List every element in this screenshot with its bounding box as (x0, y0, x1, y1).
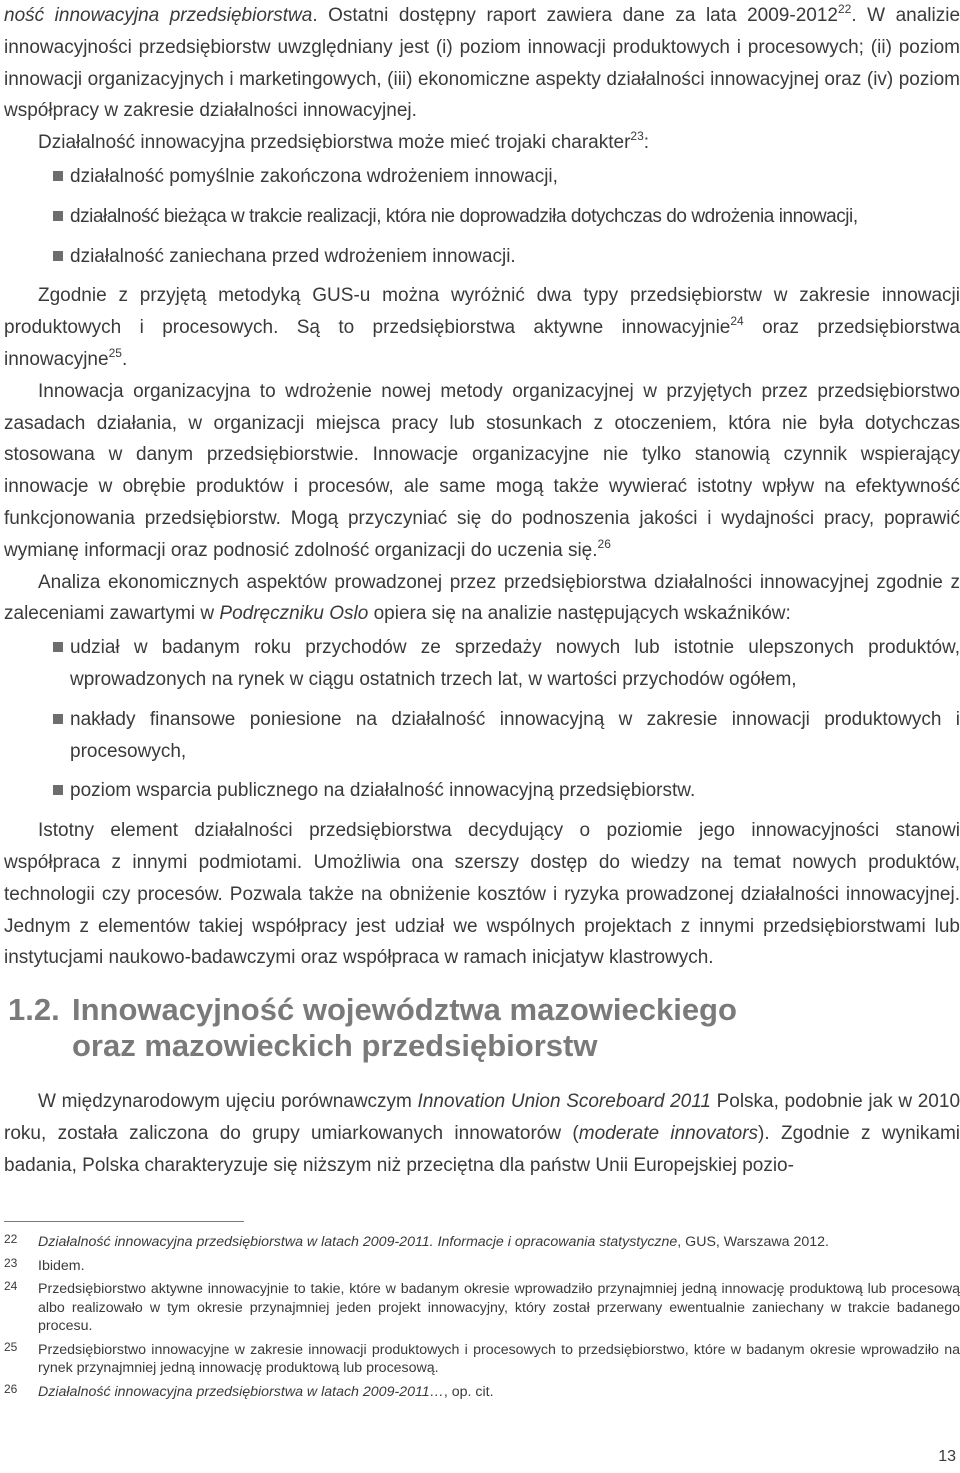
list-item: poziom wsparcia publicznego na działalność innowacyjną przedsiębiorstw. (4, 775, 960, 807)
paragraph-ius: W międzynarodowym ujęciu porównawczym Innovation Union Scoreboard 2011 Polska, podobnie jak w 2010 roku, została zaliczona do grupy umiarkowanych innowatorów (moderate innovators). Zgodnie z wynikami badania, Polska charakteryzuje się niższym niż przeciętna dla państw Unii Europejskiej pozio- (4, 1091, 960, 1176)
footnotes (4, 1233, 960, 1406)
paragraph-economic: Analiza ekonomicznych aspektów prowadzonej przez przedsiębiorstwa działalności innowacyjnej zgodnie z zaleceniami zawartymi w Podręczniku Oslo opiera się na analizie następujących wskaźników: (4, 571, 960, 625)
list-item: nakłady finansowe poniesione na działalność innowacyjną w zakresie innowacji produktowych i procesowych, (4, 704, 960, 768)
footnote-25: 25 Przedsiębiorstwo innowacyjne w zakresie innowacji produktowych i procesowych to przedsiębiorstwo, które w badanym okresie wprowadziło na rynek przynajmniej jedną innowację produktową lub procesową. (4, 1339, 960, 1376)
footnote-ref-22[interactable]: 22 (837, 2, 852, 16)
footnote-divider (4, 1221, 244, 1222)
footnote-ref-24[interactable]: 24 (730, 314, 744, 329)
footnote-26: 26 Działalność innowacyjna przedsiębiorstwa w latach 2009-2011…, op. cit. (4, 1381, 494, 1400)
paragraph-character: Działalność innowacyjna przedsiębiorstwa może mieć trojaki charakter$^{23}$: (38, 129, 650, 154)
activity-types-list (4, 161, 960, 272)
footnote-24: 24 Przedsiębiorstwo aktywne innowacyjnie to takie, które w badanym okresie wprowadziło przynajmniej jedną innowację produktową lub procesową albo realizowało w tym okresie przynajmniej jeden projekt innowacyjny, który został przerwany ewentualnie zaniechany w trakcie badanego procesu. (4, 1279, 960, 1334)
section-title: Innowacyjność województwa mazowieckiego oraz mazowieckich przedsiębiorstw (72, 992, 737, 1063)
indicators-list (4, 632, 960, 807)
footnote-23: 23 Ibidem. (4, 1255, 85, 1274)
footnote-ref-25[interactable]: 25 (108, 345, 122, 360)
footnote-ref-23[interactable]: 23 (630, 129, 644, 144)
page-number: 13 (938, 1448, 956, 1465)
section-heading (8, 992, 948, 1064)
paragraph-organizational: Innowacja organizacyjna to wdrożenie nowej metody organizacyjnej w przyjętych przez przedsiębiorstwo zasadach działania, w organizacji miejsca pracy lub stosunkach z otoczeniem, która nie była dotychczas stosowana w danym przedsiębiorstwie. Innowacje organizacyjne nie tylko stanowią czynnik wspierający innowacje w obrębie produktów i procesów, ale same mogą także wywierać istotny wpływ na efektywność funkcjonowania przedsiębiorstw. Mogą przyczyniać się do podnoszenia jakości i wydajności pracy, poprawić wymianę informacji oraz podnosić zdolność organizacji do uczenia się.$^{26}$ (4, 380, 960, 561)
footnote-ref-26[interactable]: 26 (597, 536, 611, 551)
section-number: 1.2. (8, 992, 60, 1027)
paragraph-cooperation: Istotny element działalności przedsiębiorstwa decydujący o poziomie jego innowacyjności stanowi współpraca z innymi podmiotami. Umożliwia ona szerszy dostęp do wiedzy na temat nowych produktów, technologii czy procesów. Pozwala także na obniżenie kosztów i ryzyka prowadzonej działalności innowacyjnej. Jednym z elementów takiej współpracy jest udział we wspólnych projektach z innymi przedsiębiorstwami lub instytucjami naukowo-badawczymi oraz współpraca w ramach inicjatyw klastrowych. (4, 820, 960, 969)
list-item: działalność pomyślnie zakończona wdrożeniem innowacji, (4, 161, 960, 193)
list-item: udział w badanym roku przychodów ze sprzedaży nowych lub istotnie ulepszonych produktów, wprowadzonych na rynek w ciągu ostatnich trzech lat, w wartości przychodów ogółem, (4, 632, 960, 696)
footnote-22: 22 Działalność innowacyjna przedsiębiorstwa w latach 2009-2011. Informacje i opracowania statystyczne, GUS, Warszawa 2012. (4, 1232, 829, 1250)
italic-lead: ność innowacyjna przedsiębiorstwa (4, 5, 313, 26)
list-item: działalność zaniechana przed wdrożeniem innowacji. (4, 241, 960, 273)
paragraph-intro: ność innowacyjna przedsiębiorstwa. Ostatni dostępny raport zawiera dane za lata 2009-2012$^{22}$. W analizie innowacyjności przedsiębiorstw uwzględniany jest (i) poziom innowacji produktowych i procesowych; (ii) poziom innowacji organizacyjnych i marketingowych, (iii) ekonomiczne aspekty działalności innowacyjnej oraz (iv) poziom współpracy w zakresie działalności innowacyjnej. (4, 2, 960, 122)
italic-oslo: Podręczniku Oslo (219, 603, 369, 625)
paragraph-gus-method: Zgodnie z przyjętą metodyką GUS-u można wyróżnić dwa typy przedsiębiorstw w zakresie innowacji produktowych i procesowych. Są to przedsiębiorstwa aktywne innowacyjnie$^{24}$ oraz przedsiębiorstwa innowacyjne$^{25}$. (4, 285, 960, 370)
section-body (4, 1086, 960, 1182)
list-item: działalność bieżąca w trakcie realizacji, która nie doprowadziła dotychczas do wdrożenia innowacji, (4, 201, 960, 233)
body-text (4, 0, 960, 974)
